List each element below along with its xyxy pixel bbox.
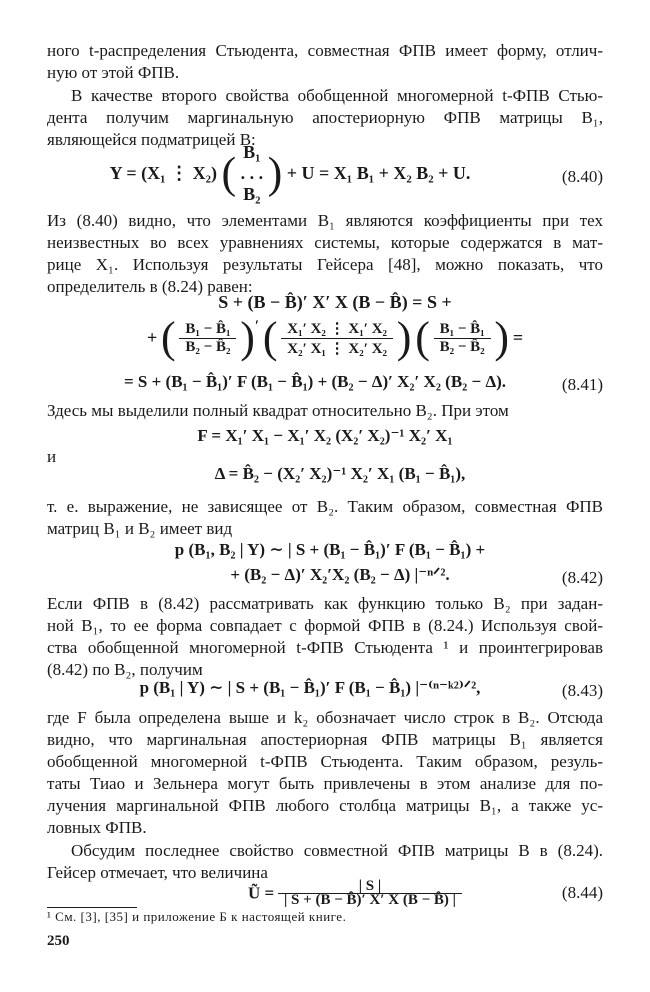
equation-body <box>197 880 513 907</box>
text-line: Если ФПВ в (8.42) рассматривать как функцию только B₂ при задан- <box>47 594 603 613</box>
equation-8-41-line-1 <box>47 292 603 318</box>
fraction-2 <box>434 321 491 356</box>
equation-8-40 <box>47 142 603 212</box>
footnote: ¹ См. [3], [35] и приложение Б к настоящей книге. <box>47 909 347 924</box>
fraction-denominator: B₂ − B̂₂ <box>185 338 231 355</box>
text-line: лучения маргинальной ФПВ любого столбца матрицы B₁, а также ус- <box>47 796 603 815</box>
eq-lhs: Y = (X₁ ⋮ X₂) <box>109 163 217 183</box>
text-line: обобщенной многомерной t-ФПВ Стьюдента. Таким образом, резуль- <box>47 752 603 771</box>
text-line: являющейся подматрицей B: <box>47 130 256 149</box>
plus-sign: + <box>147 327 158 348</box>
left-paren: ( <box>415 313 430 362</box>
right-paren: ) <box>267 148 283 198</box>
text-line: ную от этой ФПВ. <box>47 63 180 82</box>
matrix-stack <box>241 142 264 205</box>
stack-mid: . . . <box>240 163 264 183</box>
paragraph-5 <box>47 496 603 540</box>
paragraph-6 <box>47 593 603 681</box>
text-line: ства обобщенной многомерной t-ФПВ Стьюдента ¹ и проинтегрировав <box>47 638 603 657</box>
text-line: и <box>47 447 57 466</box>
equation-number: (8.41) <box>561 375 603 394</box>
right-paren: ) <box>396 313 412 362</box>
text-line: (8.42) по B₂, получим <box>47 660 203 679</box>
text-line: Из (8.40) видно, что элементами B₁ являются коэффициенты при тех <box>47 211 603 230</box>
equation-number: (8.44) <box>561 883 603 902</box>
equation-body: Δ = B̂₂ − (X₂′ X₂)⁻¹ X₂′ X₁ (B₁ − B̂₁), <box>214 464 466 483</box>
equation-8-42-line-1 <box>47 540 603 566</box>
equation-number: (8.40) <box>561 167 603 186</box>
paragraph-3 <box>47 210 603 298</box>
matrix-row-1: X₁′ X₂ ⋮ X₁′ X₂ <box>281 319 393 339</box>
paragraph-8 <box>47 840 603 884</box>
text-line: дента получим маргинальную апостериорную ФПВ матрицы B₁, <box>47 108 603 127</box>
text-line: ной B₁, то ее форма совпадает с формой ФПВ в (8.24.) Используя свой- <box>47 616 603 635</box>
text-line: видно, что маргинальная апостериорная ФПВ матрицы B₁ является <box>47 730 603 749</box>
text-line: Гейсер отмечает, что величина <box>47 863 268 882</box>
equation-body: p (B₁, B₂ | Y) ∼ | S + (B₁ − B̂₁)′ F (B₁ − B̂₁) + <box>174 540 486 559</box>
text-line: ного t-распределения Стьюдента, совместная ФПВ имеет форму, отлич- <box>47 41 603 60</box>
stack-top: B₁ <box>243 142 261 162</box>
equation-8-44 <box>47 880 603 906</box>
text-line: таты Тиао и Зельнера могут быть привлечены в этом анализе для по- <box>47 774 603 793</box>
stack-bot: B₂ <box>243 184 261 204</box>
paragraph-4 <box>47 400 603 422</box>
text-line: т. е. выражение, не зависящее от B₂. Таким образом, совместная ФПВ <box>47 497 603 516</box>
left-paren: ( <box>161 313 176 362</box>
text-line: Обсудим последнее свойство совместной ФПВ матрицы B в (8.24). <box>71 841 603 860</box>
fraction <box>278 880 462 907</box>
matrix-row-2: X₂′ X₁ ⋮ X₂′ X₂ <box>287 340 388 357</box>
equation-body: + (B₂ − Δ)′ X₂′X₂ (B₂ − Δ) |⁻ⁿᐟ². <box>230 565 450 584</box>
right-paren: ) <box>240 313 255 362</box>
left-paren: ( <box>262 313 278 362</box>
equation-number: (8.42) <box>561 568 603 587</box>
footnote-rule <box>47 907 137 908</box>
equation-delta <box>47 464 603 490</box>
block-matrix <box>281 319 393 358</box>
eq-rhs: + U = X₁ B₁ + X₂ B₂ + U. <box>286 163 471 183</box>
eq-lhs: Ũ = <box>248 883 275 903</box>
equation-body: = S + (B₁ − B̂₁)′ F (B₁ − B̂₁) + (B₂ − Δ)′ X₂′ X₂ (B₂ − Δ). <box>123 372 507 391</box>
equation-number: (8.43) <box>561 681 603 700</box>
text-line: ловных ФПВ. <box>47 818 147 837</box>
fraction-numerator: B₁ − B̂₁ <box>434 321 491 339</box>
text-line: Здесь мы выделили полный квадрат относительно B₂. При этом <box>47 401 509 420</box>
fraction-denominator: B₂ − B̂₂ <box>439 338 485 355</box>
fraction-denominator: | S + (B − B̂)′ X′ X (B − B̂) | <box>284 892 456 908</box>
fraction-numerator: | S | <box>278 880 462 894</box>
paragraph-1 <box>47 40 603 84</box>
text-line: определитель в (8.24) равен: <box>47 277 253 296</box>
text-line: матриц B₁ и B₂ имеет вид <box>47 519 233 538</box>
equation-body <box>147 313 524 362</box>
equation-8-41-line-3 <box>47 372 603 398</box>
prime-mark: ′ <box>254 318 260 334</box>
paragraph-7 <box>47 707 603 839</box>
equation-8-41-line-2 <box>47 313 603 368</box>
equation-body: p (B₁ | Y) ∼ | S + (B₁ − B̂₁)′ F (B₁ − B̂₁) |⁻⁽ⁿ⁻ᵏ²⁾ᐟ², <box>139 678 481 697</box>
text-line: где F была определена выше и k₂ обозначает число строк в B₂. Отсюда <box>47 708 603 727</box>
text-line: В качестве второго свойства обобщенной многомерной t-ФПВ Стью- <box>71 86 603 105</box>
left-paren: ( <box>221 148 237 198</box>
fraction-1 <box>179 321 236 356</box>
text-line: рице X₁. Используя результаты Гейсера [48], можно показать, что <box>47 255 603 274</box>
fraction-numerator: B₁ − B̂₁ <box>179 321 236 339</box>
equation-body: S + (B − B̂)′ X′ X (B − B̂) = S + <box>218 292 452 312</box>
right-paren: ) <box>494 313 510 362</box>
equation-body <box>47 142 533 205</box>
page-number: 250 <box>47 933 70 949</box>
equation-8-43 <box>47 678 603 704</box>
equation-body: F = X₁′ X₁ − X₁′ X₂ (X₂′ X₂)⁻¹ X₂′ X₁ <box>197 426 453 445</box>
equation-8-42-line-2 <box>47 565 603 591</box>
text-line: неизвестных во всех уравнениях системы, которые содержатся в мат- <box>47 233 603 252</box>
equals-sign: = <box>512 327 524 348</box>
